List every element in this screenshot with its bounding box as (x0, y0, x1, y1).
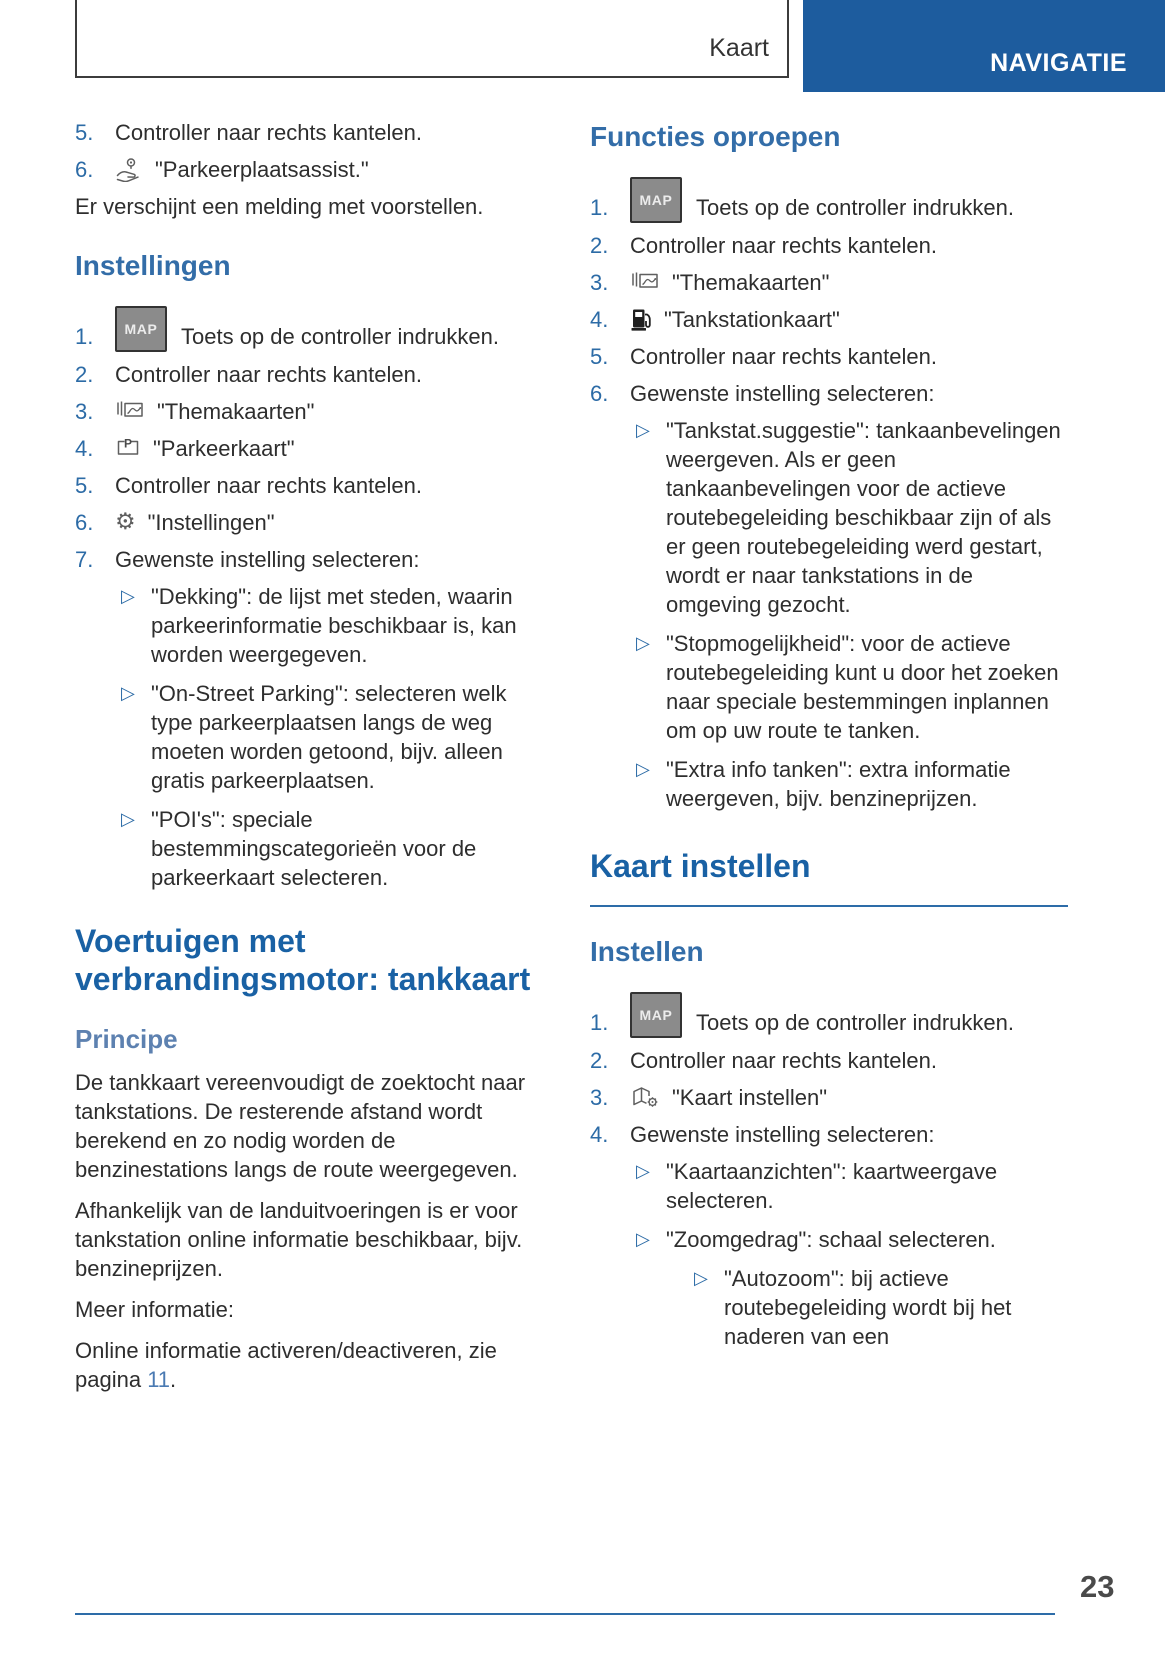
option-item (590, 1157, 1068, 1215)
step-item (590, 231, 1068, 260)
option-text: "On-Street Parking": selecteren welk type parkeerplaatsen langs de weg moeten worden getoond, bijv. alleen gratis parkeerplaatsen. (151, 681, 507, 793)
step-number: 3. (590, 1085, 609, 1110)
step-item (75, 300, 553, 352)
step-number: 3. (590, 270, 609, 295)
chapter-tab-label: NAVIGATIE (990, 49, 1127, 77)
result-note: Er verschijnt een melding met voorstellen. (75, 194, 484, 219)
step-text: Gewenste instelling selecteren: (630, 1122, 935, 1147)
step-text: Toets op de controller indrukken. (696, 195, 1014, 220)
triangle-bullet-icon: ▷ (636, 759, 650, 780)
step-item (590, 268, 1068, 297)
step-number: 6. (75, 510, 94, 535)
triangle-bullet-icon: ▷ (121, 683, 135, 704)
page-number: 23 (1080, 1569, 1115, 1604)
link-text-after: . (170, 1367, 177, 1392)
setup-heading: Instellen (590, 936, 704, 967)
body-paragraph: Afhankelijk van de landuitvoeringen is er voor tankstation online informatie beschikbaar, bijv. benzineprijzen. (75, 1198, 523, 1281)
link-text-before: Online informatie activeren/deactiveren, zie pagina (75, 1338, 497, 1392)
map-key-label: MAP (124, 320, 158, 337)
functions-heading: Functies oproepen (590, 121, 841, 152)
step-number: 2. (75, 362, 94, 387)
step-item (590, 342, 1068, 371)
settings-heading: Instellingen (75, 250, 231, 281)
step-item (75, 434, 553, 463)
option-text: "Autozoom": bij actieve routebegeleiding wordt bij het naderen van een (724, 1266, 1012, 1349)
step-number: 1. (590, 1010, 609, 1035)
step-text: Toets op de controller indrukken. (181, 324, 499, 349)
triangle-bullet-icon: ▷ (636, 420, 650, 441)
step-number: 5. (590, 344, 609, 369)
triangle-bullet-icon: ▷ (694, 1268, 708, 1289)
fuel-pump-icon (630, 306, 652, 332)
option-item (590, 629, 1068, 745)
step-text: Controller naar rechts kantelen. (630, 344, 937, 369)
chapter-tab (803, 0, 1165, 92)
settings-option-list (75, 582, 553, 892)
step-text: Controller naar rechts kantelen. (115, 362, 422, 387)
setup-option-list (590, 1157, 1068, 1351)
option-text: "Dekking": de lijst met steden, waarin parkeerinformatie beschikbaar is, kan worden weergegeven. (151, 584, 517, 667)
map-settings-icon (630, 1084, 660, 1110)
triangle-bullet-icon: ▷ (636, 633, 650, 654)
step-item (590, 1083, 1068, 1112)
step-text: Gewenste instelling selecteren: (630, 381, 935, 406)
map-key-label: MAP (639, 191, 673, 208)
option-text: "Tankstat.suggestie": tankaanbevelingen weergeven. Als er geen tankaanbevelingen voor de actieve routebegeleiding beschikbaar zijn of als er geen routebegeleiding werd gestart, wordt er naar tankstations in de omgeving gezocht. (666, 418, 1061, 617)
step-text: "Parkeerplaatsassist." (155, 157, 369, 182)
thematic-maps-icon (630, 269, 660, 293)
step-item (590, 171, 1068, 223)
thematic-maps-icon (115, 398, 145, 422)
left-column (75, 118, 553, 1406)
option-item (590, 416, 1068, 619)
footer-rule (75, 1613, 1055, 1615)
functions-option-list (590, 416, 1068, 813)
step-text: Controller naar rechts kantelen. (630, 233, 937, 258)
step-text: "Themakaarten" (672, 270, 830, 295)
step-item (590, 1120, 1068, 1149)
step-text: "Tankstationkaart" (664, 307, 840, 332)
map-key-label: MAP (639, 1006, 673, 1023)
option-item (75, 805, 553, 892)
step-text: Gewenste instelling selecteren: (115, 547, 420, 572)
triangle-bullet-icon: ▷ (121, 809, 135, 830)
map-key-button (115, 306, 167, 352)
nested-option-item (590, 1264, 1068, 1351)
step-number: 3. (75, 399, 94, 424)
step-text: Controller naar rechts kantelen. (115, 120, 422, 145)
step-number: 5. (75, 120, 94, 145)
step-item (75, 155, 553, 184)
body-paragraph: De tankkaart vereenvoudigt de zoektocht naar tankstations. De resterende afstand wordt berekend en zo nodig worden de benzinestations langs de route weergegeven. (75, 1070, 526, 1182)
step-text: Controller naar rechts kantelen. (630, 1048, 937, 1073)
option-text: "POI's": speciale bestemmingscategorieën voor de parkeerkaart selecteren. (151, 807, 477, 890)
option-item (590, 755, 1068, 813)
step-number: 4. (75, 436, 94, 461)
step-item (590, 1046, 1068, 1075)
step-number: 2. (590, 1048, 609, 1073)
triangle-bullet-icon: ▷ (636, 1229, 650, 1250)
step-number: 7. (75, 547, 94, 572)
step-item (590, 305, 1068, 334)
top-step-list (75, 118, 553, 184)
step-number: 4. (590, 1122, 609, 1147)
setup-step-list (590, 986, 1068, 1149)
step-item (590, 379, 1068, 408)
body-paragraph (75, 1336, 553, 1394)
fuel-section-heading: Voertuigen met verbrandingsmotor: tankkaart (75, 923, 531, 997)
step-text: "Themakaarten" (157, 399, 315, 424)
step-number: 4. (590, 307, 609, 332)
parking-map-icon (115, 435, 141, 459)
option-text: "Kaartaanzichten": kaartweergave selecteren. (666, 1159, 998, 1213)
triangle-bullet-icon: ▷ (121, 586, 135, 607)
option-item (590, 1225, 1068, 1254)
section-tab (75, 0, 789, 78)
step-number: 6. (590, 381, 609, 406)
step-text: Toets op de controller indrukken. (696, 1010, 1014, 1035)
step-number: 1. (590, 195, 609, 220)
svg-text:P: P (123, 436, 133, 451)
step-text: "Parkeerkaart" (153, 436, 295, 461)
step-item (75, 471, 553, 500)
map-key-button (630, 992, 682, 1038)
option-text: "Zoomgedrag": schaal selecteren. (666, 1227, 996, 1252)
option-text: "Extra info tanken": extra informatie weergeven, bijv. benzineprijzen. (666, 757, 1011, 811)
step-number: 1. (75, 324, 94, 349)
functions-step-list (590, 171, 1068, 408)
map-key-button (630, 177, 682, 223)
option-item (75, 582, 553, 669)
step-item (75, 360, 553, 389)
step-number: 5. (75, 473, 94, 498)
option-text: "Stopmogelijkheid": voor de actieve routebegeleiding kunt u door het zoeken naar speciale bestemmingen inplannen om op uw route te tanken. (666, 631, 1059, 743)
step-item (75, 397, 553, 426)
map-setup-heading: Kaart instellen (590, 847, 1068, 907)
option-item (75, 679, 553, 795)
step-text: "Instellingen" (147, 510, 275, 535)
section-tab-label: Kaart (709, 34, 769, 62)
step-item (75, 508, 553, 537)
step-number: 2. (590, 233, 609, 258)
step-item (75, 545, 553, 574)
step-text: "Kaart instellen" (672, 1085, 828, 1110)
settings-step-list (75, 300, 553, 574)
principle-heading: Principe (75, 1024, 178, 1054)
step-item (75, 118, 553, 147)
right-column (590, 118, 1068, 1406)
step-number: 6. (75, 157, 94, 182)
step-item (590, 986, 1068, 1038)
page-reference-link[interactable]: 11 (147, 1367, 171, 1392)
content-columns (75, 118, 1068, 1406)
parking-assist-icon (115, 156, 143, 182)
gear-icon: ⚙ (115, 509, 136, 535)
body-paragraph: Meer informatie: (75, 1297, 234, 1322)
step-text: Controller naar rechts kantelen. (115, 473, 422, 498)
triangle-bullet-icon: ▷ (636, 1161, 650, 1182)
